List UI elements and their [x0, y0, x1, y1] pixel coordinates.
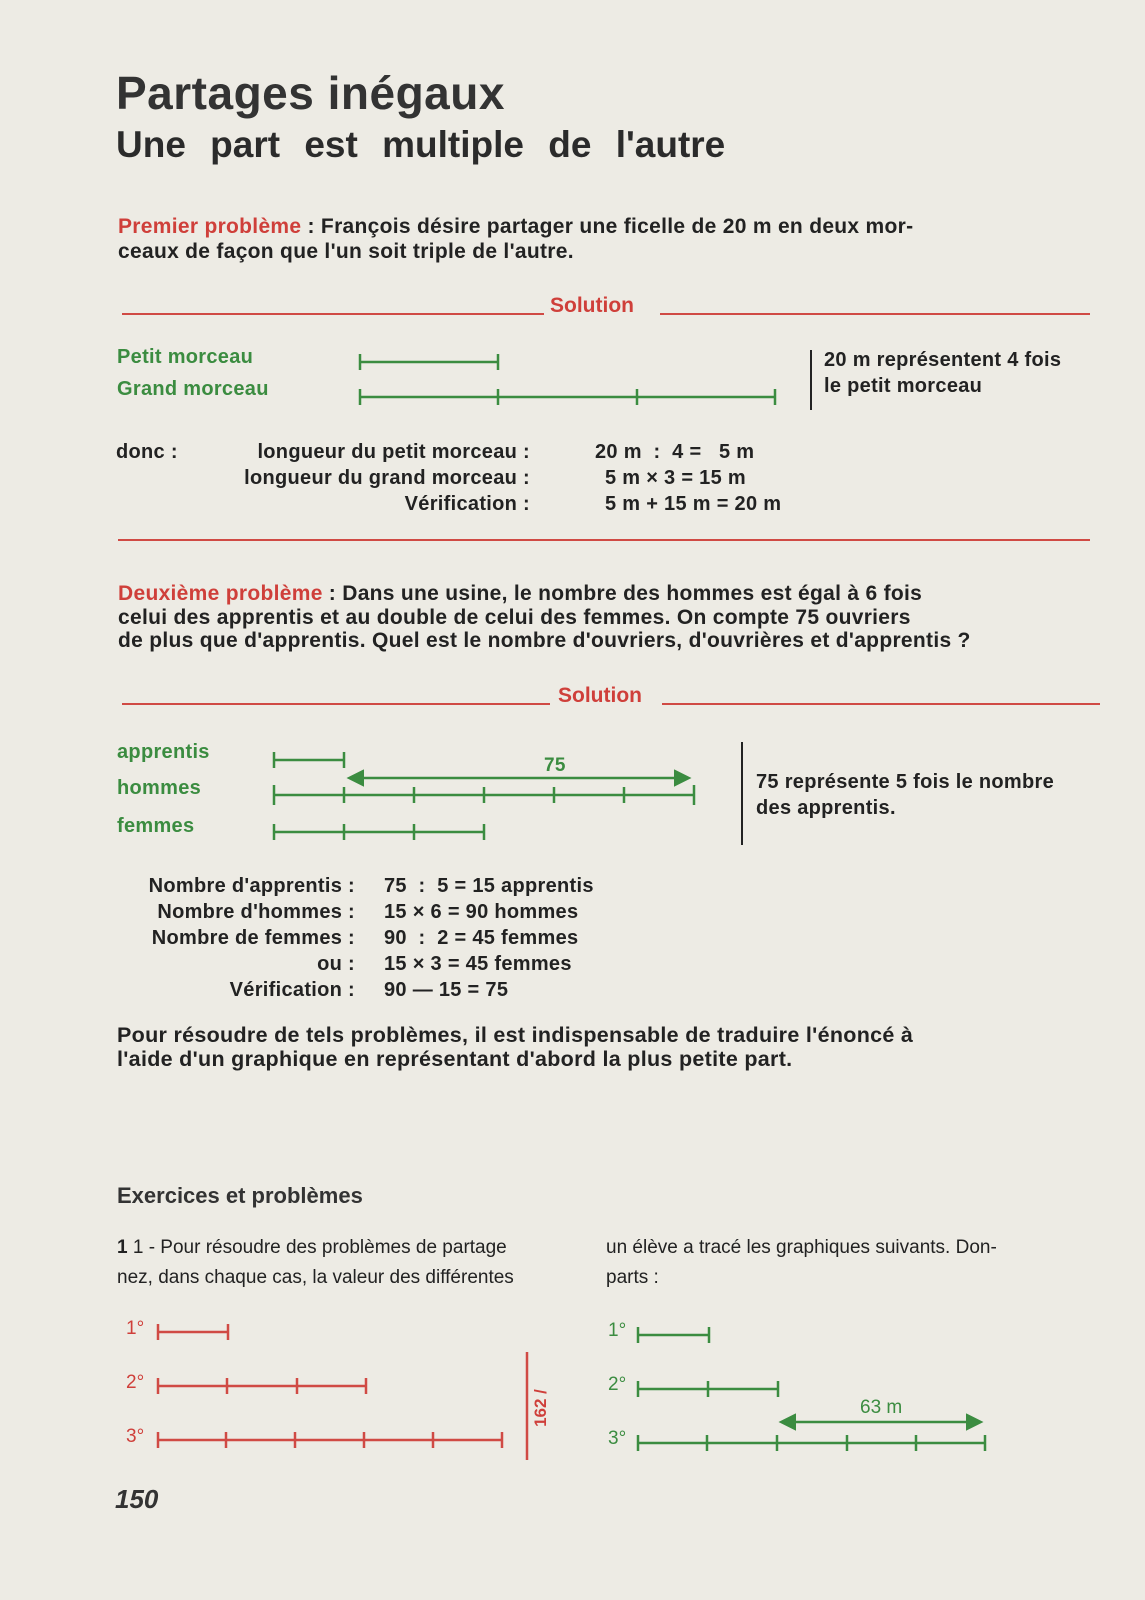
green-label-3: 3° [608, 1428, 627, 1449]
conclusion-line2: l'aide d'un graphique en représentant d'abord la plus petite part. [117, 1047, 793, 1071]
ex1-text: 1 - Pour résoudre des problèmes de partage [132, 1237, 507, 1258]
label-grand-morceau: Grand morceau [117, 378, 269, 400]
ex1-line1-right: un élève a tracé les graphiques suivants. Don- [606, 1237, 997, 1258]
exercises-heading: Exercices et problèmes [117, 1183, 363, 1208]
red-label-2: 2° [126, 1372, 145, 1393]
p2-row1-calc: 75 : 5 = 15 apprentis [384, 875, 594, 897]
row3-label: Vérification : [404, 493, 530, 515]
green-segment-2 [638, 1381, 778, 1397]
problem1-text-line2: ceaux de façon que l'un soit triple de l'autre. [118, 240, 574, 263]
problem1-note-line1: 20 m représentent 4 fois [824, 349, 1062, 371]
label-hommes: hommes [117, 777, 202, 799]
row2-label: longueur du grand morceau : [244, 467, 530, 489]
problem1-note-line2: le petit morceau [824, 375, 983, 397]
segment-petit-morceau [360, 354, 498, 370]
row3-calc: 5 m + 15 m = 20 m [605, 493, 782, 515]
p2-row3-label: Nombre de femmes : [151, 927, 355, 949]
p2-row5-label: Vérification : [229, 979, 355, 1001]
conclusion-line1: Pour résoudre de tels problèmes, il est indispensable de traduire l'énoncé à [117, 1023, 914, 1047]
solution2-label: Solution [558, 684, 642, 707]
problem2-note-line2: des apprentis. [756, 797, 896, 819]
donc-label: donc : [116, 441, 178, 463]
ex1-line2-left: nez, dans chaque cas, la valeur des différentes [117, 1267, 514, 1288]
page-subtitle: Une part est multiple de l'autre [116, 124, 726, 165]
label-femmes: femmes [117, 815, 195, 837]
row2-calc: 5 m × 3 = 15 m [605, 467, 746, 489]
segment-grand-morceau [360, 389, 775, 405]
red-label-1: 1° [126, 1318, 145, 1339]
problem2-text-line3: de plus que d'apprentis. Quel est le nombre d'ouvriers, d'ouvrières et d'apprentis ? [118, 629, 971, 652]
green-arrow-label: 63 m [860, 1397, 903, 1418]
label-petit-morceau: Petit morceau [117, 346, 254, 368]
green-segment-3 [638, 1435, 985, 1451]
ex1-line2-right: parts : [606, 1267, 659, 1288]
segment-femmes [274, 824, 484, 840]
red-total-label: 162 / [530, 1389, 550, 1427]
problem1-label: Premier problème [118, 215, 302, 238]
green-label-1: 1° [608, 1320, 627, 1341]
green-segment-1 [638, 1327, 709, 1343]
p2-row1-label: Nombre d'apprentis : [148, 875, 355, 897]
problem2-text: : Dans une usine, le nombre des hommes est égal à 6 fois [322, 582, 923, 605]
arrow-label-75: 75 [544, 755, 566, 776]
problem1-text: : François désire partager une ficelle de 20 m en deux mor- [301, 215, 914, 238]
row1-calc: 20 m : 4 = 5 m [595, 441, 755, 463]
p2-row2-label: Nombre d'hommes : [157, 901, 355, 923]
p2-row3-calc: 90 : 2 = 45 femmes [384, 927, 579, 949]
ex1-line1-left: 1 1 - Pour résoudre des problèmes de partage [117, 1237, 507, 1258]
problem2-text-line2: celui des apprentis et au double de celui des femmes. On compte 75 ouvriers [118, 606, 911, 629]
red-label-3: 3° [126, 1426, 145, 1447]
p2-row5-calc: 90 — 15 = 75 [384, 979, 509, 1001]
segment-apprentis [274, 752, 344, 768]
row1-label: longueur du petit morceau : [257, 441, 530, 463]
p2-row2-calc: 15 × 6 = 90 hommes [384, 901, 579, 923]
problem2-label: Deuxième problème [118, 582, 323, 605]
segment-hommes [274, 785, 694, 805]
p2-row4-calc: 15 × 3 = 45 femmes [384, 953, 572, 975]
label-apprentis: apprentis [117, 741, 210, 763]
page-title: Partages inégaux [116, 67, 505, 119]
red-segment-1 [158, 1324, 228, 1340]
solution1-label: Solution [550, 294, 634, 317]
problem2-note-line1: 75 représente 5 fois le nombre [756, 771, 1055, 793]
red-segment-3 [158, 1432, 502, 1448]
green-label-2: 2° [608, 1374, 627, 1395]
page-number: 150 [115, 1484, 159, 1514]
p2-row4-label: ou : [317, 953, 355, 975]
red-segment-2 [158, 1378, 366, 1394]
